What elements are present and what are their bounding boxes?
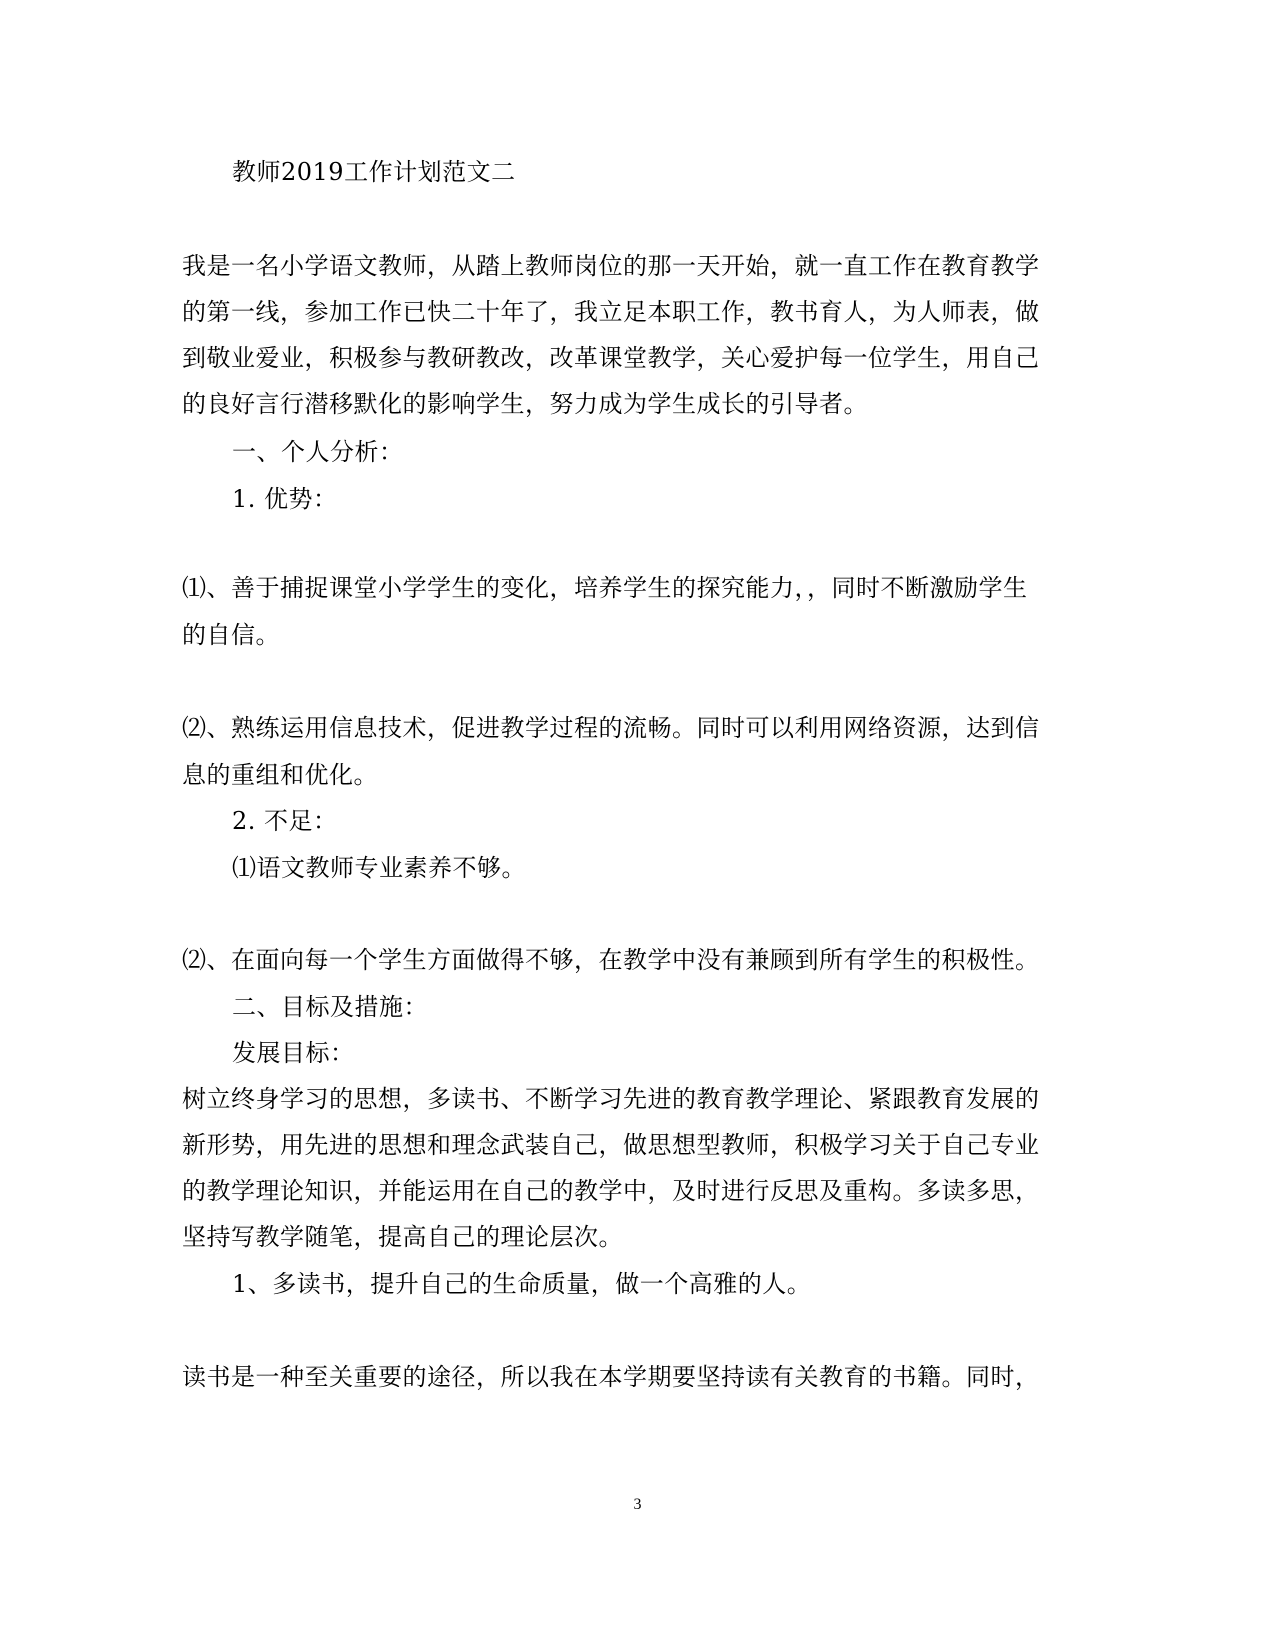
subsection-heading: 1. 优势：	[232, 485, 338, 513]
paragraph-line: 的良好言行潜移默化的影响学生，努力成为学生成长的引导者。	[182, 390, 868, 418]
paragraph-line: 读书是一种至关重要的途径，所以我在本学期要坚持读有关教育的书籍。同时，	[182, 1363, 1040, 1391]
paragraph-line: 新形势，用先进的思想和理念武装自己，做思想型教师，积极学习关于自己专业	[182, 1131, 1040, 1159]
document-title: 教师2019工作计划范文二	[232, 158, 516, 186]
paragraph-line: ⑴语文教师专业素养不够。	[232, 854, 526, 882]
paragraph-line: 的自信。	[182, 621, 280, 649]
paragraph-line: 坚持写教学随笔，提高自己的理论层次。	[182, 1223, 623, 1251]
page-number: 3	[633, 1496, 642, 1513]
paragraph-line: 的教学理论知识，并能运用在自己的教学中，及时进行反思及重构。多读多思，	[182, 1177, 1040, 1205]
paragraph-line: ⑵、熟练运用信息技术，促进教学过程的流畅。同时可以利用网络资源，达到信	[182, 714, 1040, 742]
section-heading: 二、目标及措施：	[232, 993, 428, 1021]
paragraph-line: 的第一线，参加工作已快二十年了，我立足本职工作，教书育人，为人师表，做	[182, 298, 1040, 326]
list-item: 1、多读书，提升自己的生命质量，做一个高雅的人。	[232, 1270, 812, 1298]
paragraph-line: 我是一名小学语文教师，从踏上教师岗位的那一天开始，就一直工作在教育教学	[182, 252, 1040, 280]
subsection-heading: 发展目标：	[232, 1039, 355, 1067]
subsection-heading: 2. 不足：	[232, 807, 338, 835]
section-heading: 一、个人分析：	[232, 438, 404, 466]
paragraph-line: ⑴、善于捕捉课堂小学学生的变化，培养学生的探究能力，，同时不断激励学生	[182, 574, 1028, 602]
paragraph-line: 息的重组和优化。	[182, 761, 378, 789]
paragraph-line: 到敬业爱业，积极参与教研教改，改革课堂教学，关心爱护每一位学生，用自己	[182, 344, 1040, 372]
paragraph-line: ⑵、在面向每一个学生方面做得不够，在教学中没有兼顾到所有学生的积极性。	[182, 946, 1040, 974]
paragraph-line: 树立终身学习的思想，多读书、不断学习先进的教育教学理论、紧跟教育发展的	[182, 1085, 1040, 1113]
